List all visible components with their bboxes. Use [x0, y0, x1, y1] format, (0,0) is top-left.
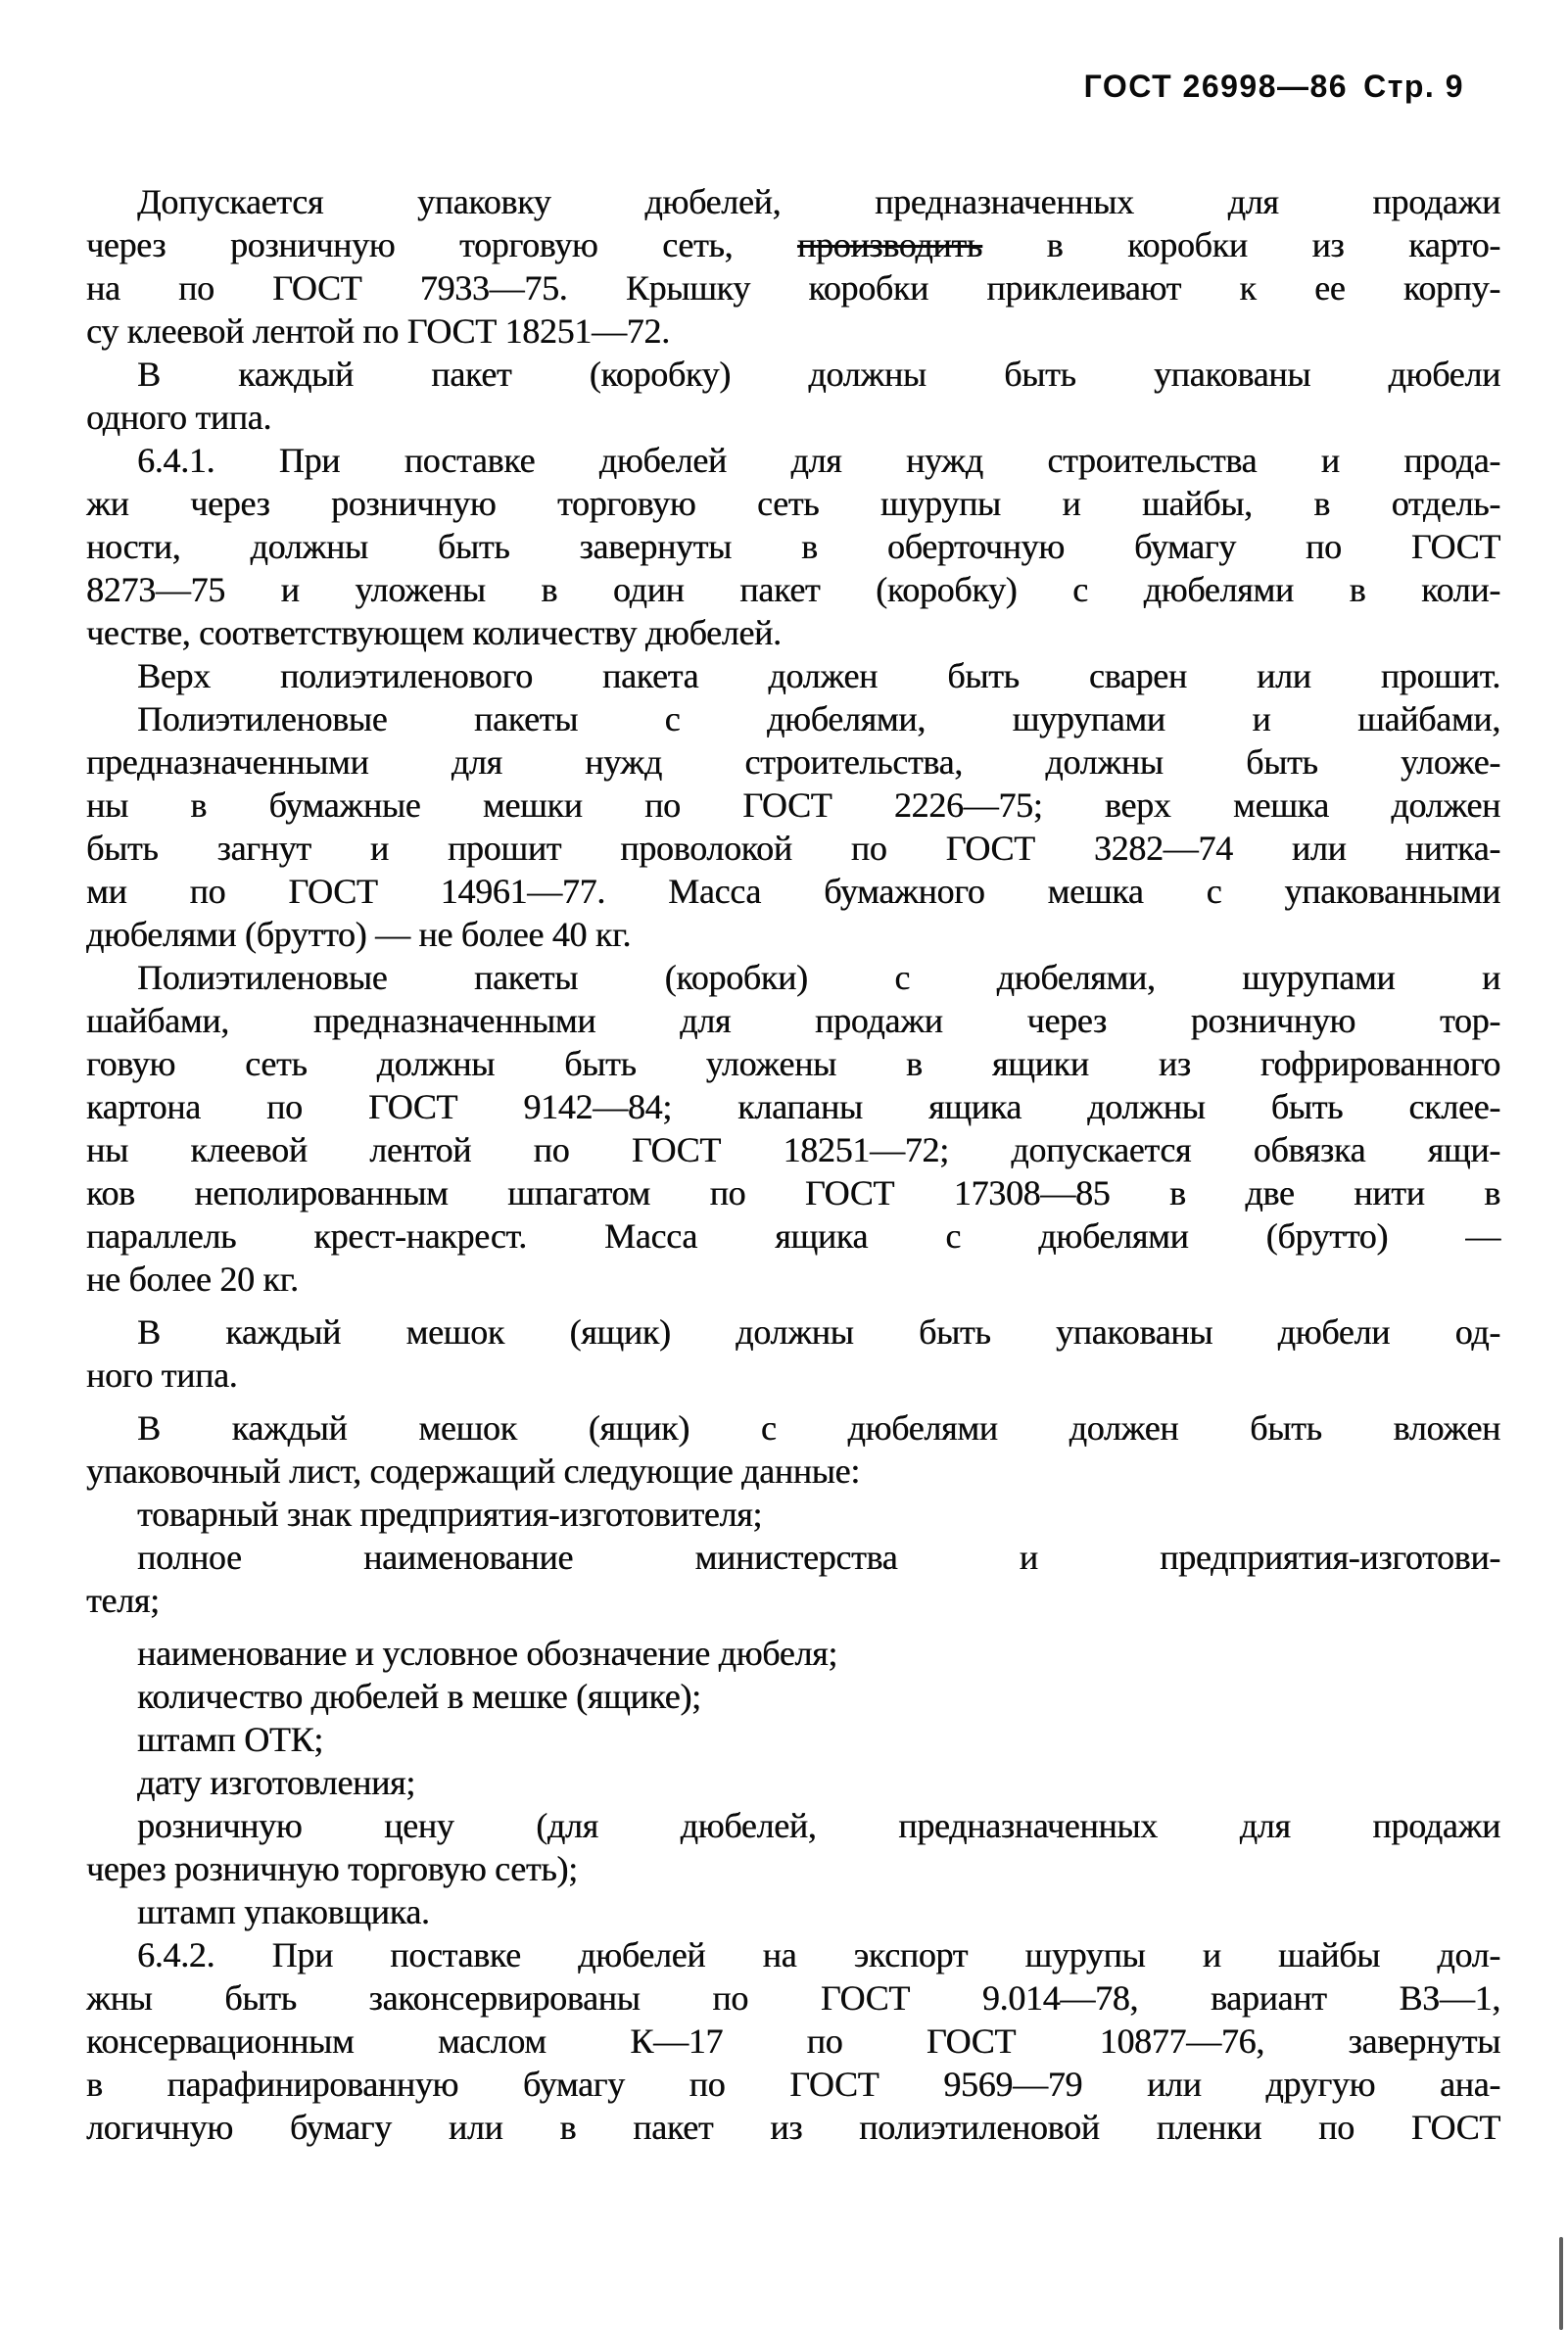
text-line: через розничную торговую сеть);	[86, 1849, 578, 1888]
paragraph	[86, 1933, 1500, 2149]
text-line: дюбелями (брутто) — не более 40 кг.	[86, 915, 632, 954]
text-line: штамп упаковщика.	[137, 1892, 430, 1931]
text-line: логичную бумагу или в пакет из полиэтиленовой пленки по ГОСТ	[86, 2108, 1500, 2147]
text-line: одного типа.	[86, 398, 272, 437]
text-line: ков неполированным шпагатом по ГОСТ 17308—85 в две нити в	[86, 1173, 1500, 1213]
paragraph	[86, 180, 1500, 353]
text-line: ного типа.	[86, 1355, 238, 1395]
text-line: В каждый пакет (коробку) должны быть упакованы дюбели	[137, 355, 1500, 394]
text-line: наименование и условное обозначение дюбеля;	[137, 1634, 838, 1673]
paragraph	[86, 1675, 1500, 1718]
paragraph	[86, 1761, 1500, 1804]
text-line: параллель крест-накрест. Масса ящика с дюбелями (брутто) —	[86, 1216, 1500, 1256]
page-header	[1084, 69, 1464, 105]
text-line: жи через розничную торговую сеть шурупы и шайбы, в отдель-	[86, 484, 1500, 523]
text-line: товарный знак предприятия-изготовителя;	[137, 1495, 763, 1534]
paragraph	[86, 654, 1500, 697]
text-line: полное наименование министерства и предприятия-изготови-	[137, 1538, 1500, 1577]
paragraph	[86, 1632, 1500, 1675]
page-number: Стр. 9	[1363, 69, 1464, 104]
text-line: в парафинированную бумагу по ГОСТ 9569—79 или другую ана-	[86, 2065, 1500, 2104]
text-line: шайбами, предназначенными для продажи через розничную тор-	[86, 1001, 1500, 1040]
text-line: упаковочный лист, содержащий следующие данные:	[86, 1451, 860, 1491]
text-line: ны клеевой лентой по ГОСТ 18251—72; допускается обвязка ящи-	[86, 1130, 1500, 1169]
text-line: предназначенными для нужд строительства, должны быть уложе-	[86, 742, 1500, 782]
text-line: В каждый мешок (ящик) должны быть упакованы дюбели од-	[137, 1312, 1500, 1352]
document-body	[86, 180, 1500, 2149]
text-line: ми по ГОСТ 14961—77. Масса бумажного мешка с упакованными	[86, 872, 1500, 911]
text-line: консервационным маслом К—17 по ГОСТ 10877—76, завернуты	[86, 2021, 1500, 2061]
text-line: Полиэтиленовые пакеты (коробки) с дюбелями, шурупами и	[137, 958, 1500, 997]
paragraph	[86, 1493, 1500, 1536]
paragraph	[86, 1310, 1500, 1397]
scan-strike-artifact: производить	[796, 225, 982, 264]
text-line: теля;	[86, 1581, 160, 1620]
text-line: штамп ОТК;	[137, 1720, 323, 1759]
paragraph	[86, 1804, 1500, 1890]
text-line: жны быть законсервированы по ГОСТ 9.014—78, вариант ВЗ—1,	[86, 1978, 1500, 2018]
paragraph	[86, 1718, 1500, 1761]
text-line: розничную цену (для дюбелей, предназначенных для продажи	[137, 1806, 1500, 1845]
text-line: су клеевой лентой по ГОСТ 18251—72.	[86, 311, 670, 351]
text-line: количество дюбелей в мешке (ящике);	[137, 1677, 701, 1716]
text-line: через розничную торговую сеть, производить в коробки из карто-	[86, 225, 1501, 264]
text-line: на по ГОСТ 7933—75. Крышку коробки приклеивают к ее корпу-	[86, 268, 1500, 308]
text-line: ности, должны быть завернуты в оберточную бумагу по ГОСТ	[86, 527, 1500, 566]
paragraph	[86, 439, 1500, 654]
paragraph	[86, 353, 1500, 439]
paragraph	[86, 1536, 1500, 1622]
paragraph	[86, 956, 1500, 1301]
text-line: картона по ГОСТ 9142—84; клапаны ящика должны быть склее-	[86, 1087, 1500, 1126]
text-line: 6.4.1. При поставке дюбелей для нужд строительства и прода-	[137, 441, 1500, 480]
paragraph	[86, 1406, 1500, 1493]
text-line: 8273—75 и уложены в один пакет (коробку) с дюбелями в коли-	[86, 570, 1500, 609]
text-line: Полиэтиленовые пакеты с дюбелями, шурупами и шайбами,	[137, 699, 1500, 738]
text-line: быть загнут и прошит проволокой по ГОСТ 3282—74 или нитка-	[86, 829, 1500, 868]
paragraph	[86, 697, 1500, 956]
text-line: Верх полиэтиленового пакета должен быть сварен или прошит.	[137, 656, 1500, 695]
text-line: Допускается упаковку дюбелей, предназначенных для продажи	[137, 182, 1500, 221]
text-line: В каждый мешок (ящик) с дюбелями должен быть вложен	[137, 1408, 1500, 1448]
standard-number: ГОСТ 26998—86	[1083, 69, 1349, 104]
text-line: честве, соответствующем количеству дюбелей.	[86, 613, 782, 652]
paragraph	[86, 1890, 1500, 1933]
text-line: 6.4.2. При поставке дюбелей на экспорт шурупы и шайбы дол-	[137, 1935, 1500, 1974]
text-line: дату изготовления;	[137, 1763, 415, 1802]
scan-edge-artifact	[1559, 2237, 1563, 2330]
text-line: говую сеть должны быть уложены в ящики из гофрированного	[86, 1044, 1500, 1083]
text-line: ны в бумажные мешки по ГОСТ 2226—75; верх мешка должен	[86, 785, 1500, 825]
text-line: не более 20 кг.	[86, 1260, 299, 1299]
